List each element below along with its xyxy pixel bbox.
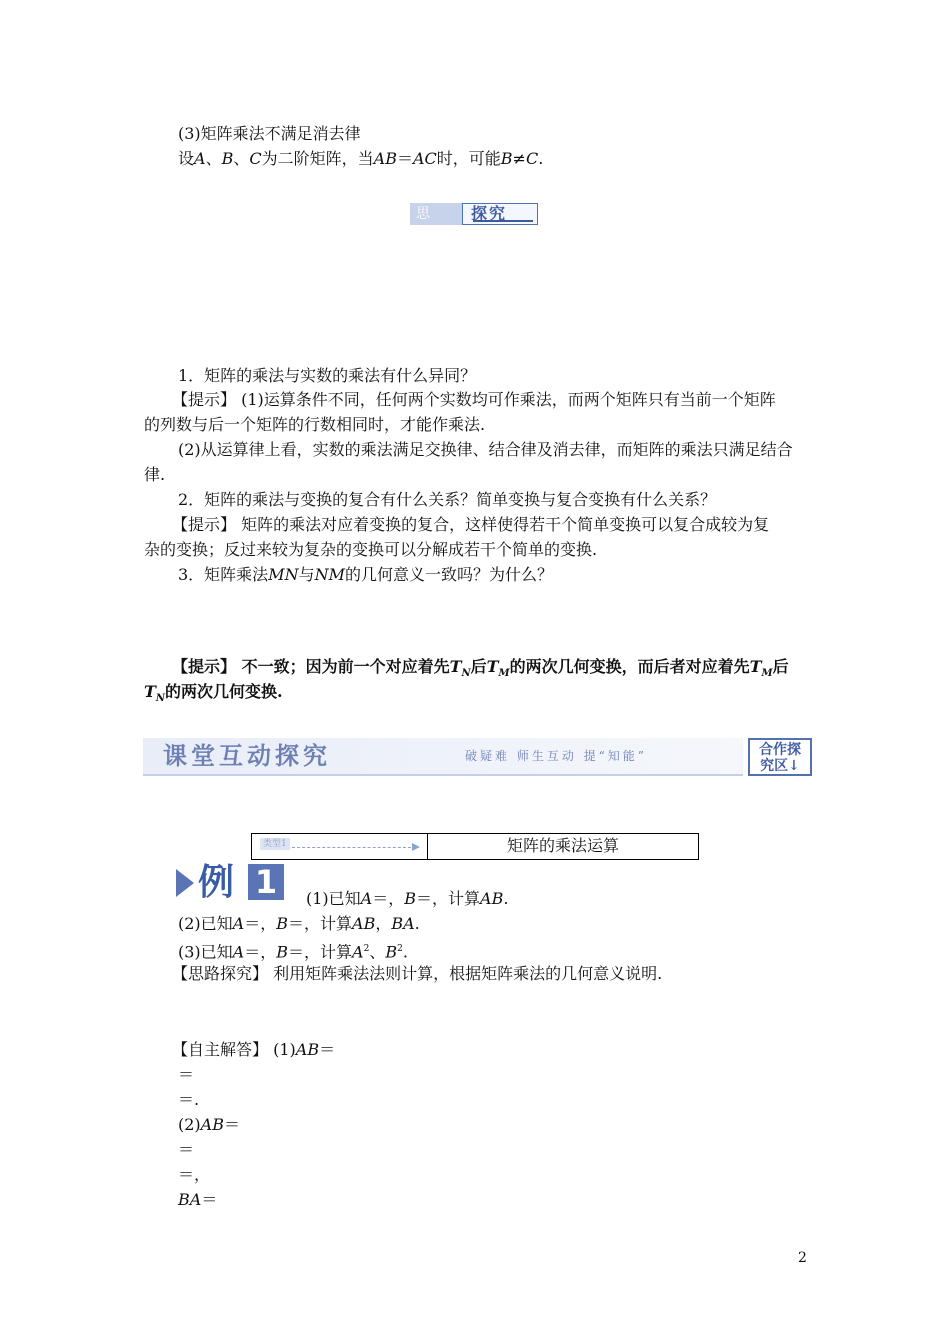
explore-label: 探究 bbox=[462, 203, 538, 225]
solution-line: ＝. bbox=[178, 1090, 200, 1109]
banner-subtitle: 破疑难 师生互动 提“知能” bbox=[465, 749, 647, 763]
text-line: 杂的变换；反过来较为复杂的变换可以分解成若干个简单的变换. bbox=[144, 540, 598, 559]
solution-line: 【自主解答】 (1)AB＝ bbox=[172, 1040, 336, 1059]
think-explore-badge bbox=[410, 203, 540, 244]
text-line: 律. bbox=[144, 465, 166, 484]
type-title: 矩阵的乘法运算 bbox=[427, 833, 699, 860]
example-part: (3)已知A＝，B＝，计算$A^2$、$B^2$. bbox=[178, 942, 408, 962]
hint: 【提示】 矩阵的乘法对应着变换的复合，这样使得若干个简单变换可以复合成较为复 bbox=[172, 515, 770, 534]
example-badge: 例 1 bbox=[176, 861, 286, 905]
section-banner bbox=[143, 738, 813, 778]
cooperation-box: 合作探 究区↓ bbox=[748, 738, 812, 776]
solution-line: ＝ bbox=[178, 1065, 195, 1084]
type-tag: 类型1 bbox=[260, 838, 290, 850]
think-label: 思 考 bbox=[410, 203, 462, 225]
text-line: (3)矩阵乘法不满足消去律 bbox=[178, 124, 361, 143]
question: 2．矩阵的乘法与变换的复合有什么关系？简单变换与复合变换有什么关系？ bbox=[178, 490, 717, 509]
hint: 【提示】 不一致；因为前一个对应着先$T_N$后$T_M$的两次几何变换，而后者对应着先$T_M$后 bbox=[172, 657, 789, 680]
type-header bbox=[251, 833, 699, 860]
example-part: (1)已知A＝，B＝，计算AB. bbox=[306, 889, 509, 908]
thought-process: 【思路探究】 利用矩阵乘法法则计算，根据矩阵乘法的几何意义说明. bbox=[172, 964, 663, 983]
banner-title: 课堂互动探究 bbox=[163, 742, 331, 770]
question: 1．矩阵的乘法与实数的乘法有什么异同？ bbox=[178, 366, 477, 385]
text-line: $T_N$的两次几何变换. bbox=[144, 682, 283, 705]
text-line: (2)从运算律上看，实数的乘法满足交换律、结合律及消去律，而矩阵的乘法只满足结合 bbox=[178, 440, 793, 459]
triangle-icon bbox=[176, 869, 194, 897]
text-line: 设A、B、C为二阶矩阵，当AB＝AC时，可能B≠C. bbox=[178, 149, 544, 168]
solution-line: ＝， bbox=[178, 1165, 211, 1184]
solution-line: BA＝ bbox=[178, 1190, 218, 1209]
text-line: 的列数与后一个矩阵的行数相同时，才能作乘法. bbox=[144, 415, 486, 434]
example-part: (2)已知A＝，B＝，计算AB，BA. bbox=[178, 914, 420, 933]
question: 3．矩阵乘法MN与NM的几何意义一致吗？为什么？ bbox=[178, 565, 553, 584]
solution-line: ＝ bbox=[178, 1140, 195, 1159]
solution-line: (2)AB＝ bbox=[178, 1115, 240, 1134]
arrow-right-icon bbox=[412, 843, 420, 851]
page-number: 2 bbox=[798, 1250, 807, 1266]
hint: 【提示】 (1)运算条件不同，任何两个实数均可作乘法，而两个矩阵只有当前一个矩阵 bbox=[172, 390, 776, 409]
